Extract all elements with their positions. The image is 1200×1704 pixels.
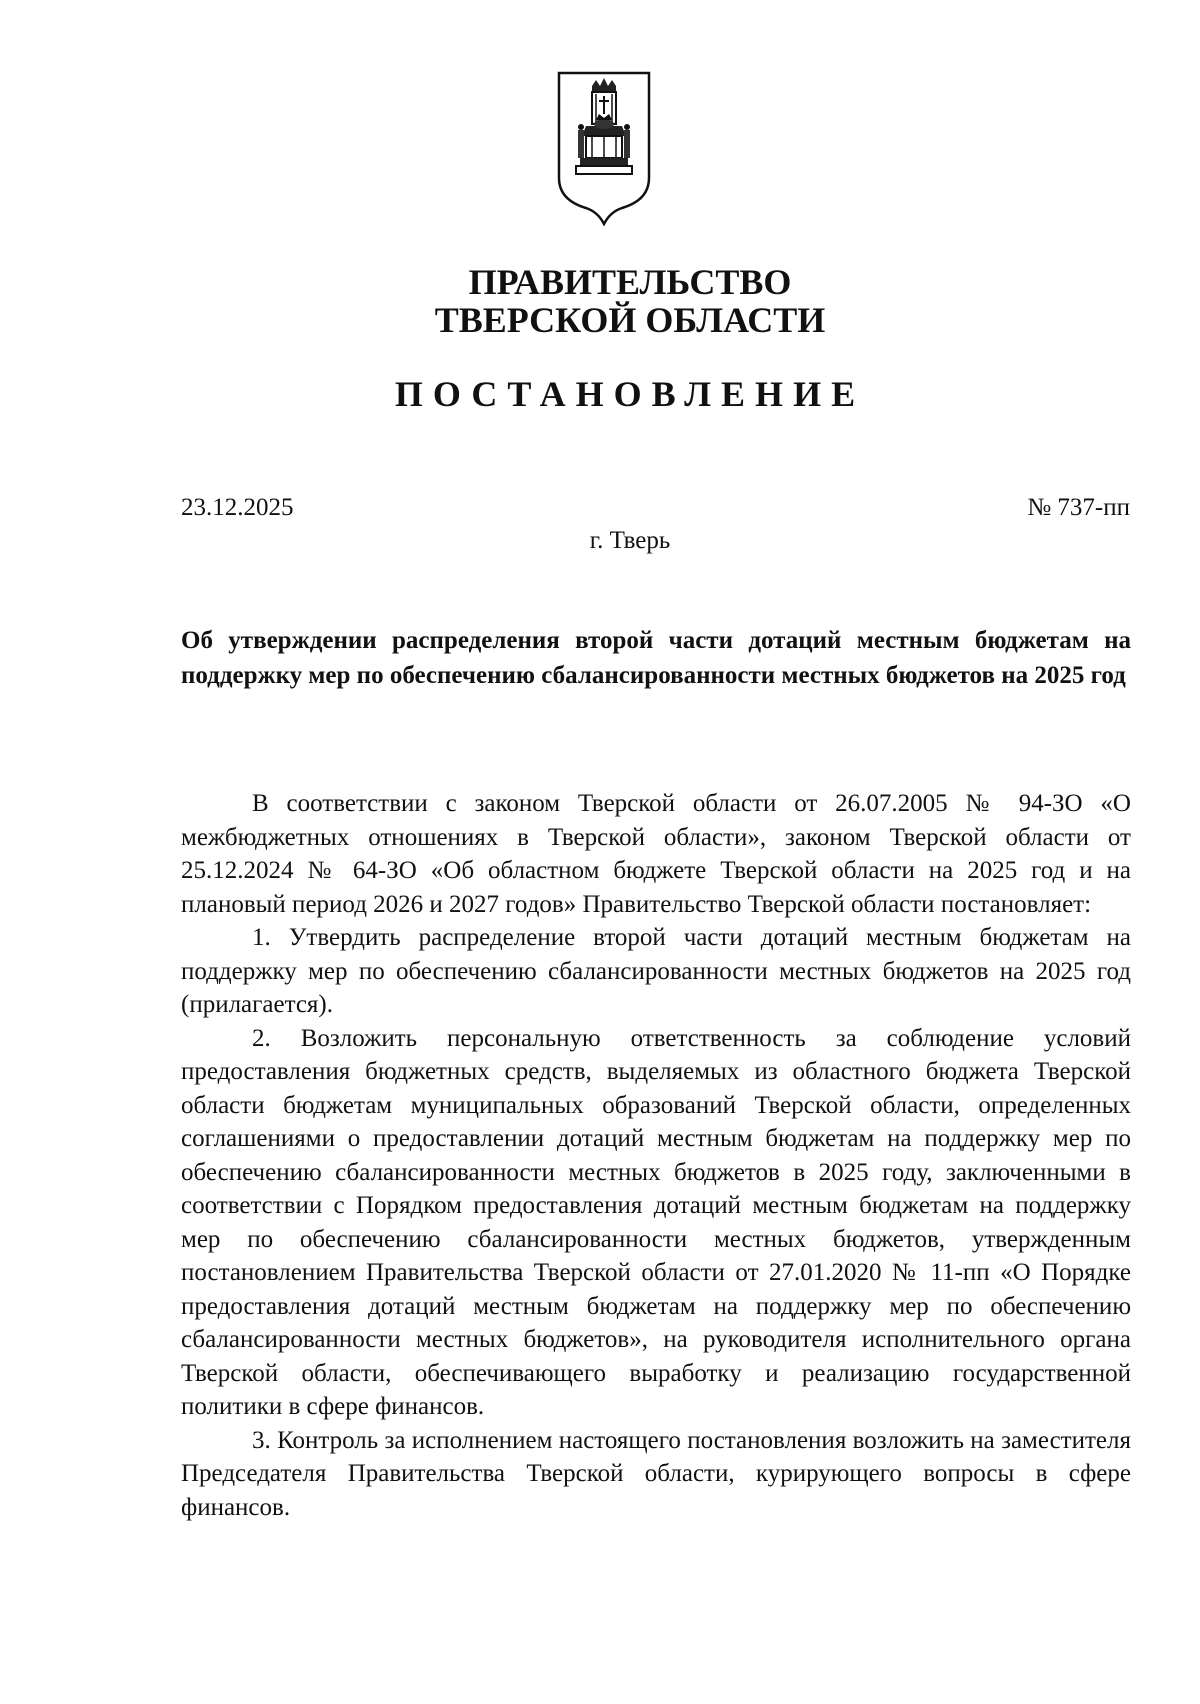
document-city: г. Тверь — [589, 527, 671, 554]
document-title: Об утверждении распределения второй части дотаций местным бюджетам на поддержку мер по обеспечению сбалансированности местных бюджетов на 2025 год — [181, 627, 1131, 689]
clause-1: 1. Утвердить распределение второй части дотаций местным бюджетам на поддержку мер по обеспечению сбалансированности местных бюджетов на 2025 год (прилагается). — [181, 924, 1131, 1018]
document-type-heading: ПОСТАНОВЛЕНИЕ — [394, 374, 866, 414]
clause-2: 2. Возложить персональную ответственность за соблюдение условий предоставления бюджетных средств, выделяемых из областного бюджета Тверской области бюджетам муниципальных образований Тверской области, определенных соглашениями о предоставлении дотаций местным бюджетам на поддержку мер по обеспечению сбалансированности местных бюджетов в 2025 году, заключенными в соответствии с Порядком предоставления дотаций местным бюджетам на поддержку мер по обеспечению сбалансированности местных бюджетов, утвержденным постановлением Правительства Тверской области от 27.01.2020 № 11-пп «О Порядке предоставления дотаций местным бюджетам на поддержку мер по обеспечению сбалансированности местных бюджетов», на руководителя исполнительного органа Тверской области, обеспечивающего выработку и реализацию государственной политики в сфере финансов. — [181, 1024, 1131, 1420]
document-body — [181, 787, 1131, 1524]
document-date: 23.12.2025 — [181, 494, 294, 521]
coat-of-arms-icon — [556, 70, 652, 226]
clause-3: 3. Контроль за исполнением настоящего постановления возложить на заместителя Председателя Правительства Тверской области, курирующего вопросы в сфере финансов. — [181, 1426, 1131, 1521]
organization-name-line2: ТВЕРСКОЙ ОБЛАСТИ — [434, 300, 826, 340]
preamble-paragraph: В соответствии с законом Тверской области от 26.07.2005 № 94-ЗО «О межбюджетных отношениях в Тверской области», законом Тверской области от 25.12.2024 № 64-ЗО «Об областном бюджете Тверской области на 2025 год и на плановый период 2026 и 2027 годов» Правительство Тверской области постановляет: — [181, 790, 1131, 918]
organization-name-line1: ПРАВИТЕЛЬСТВО — [468, 262, 792, 302]
document-number: № 737-пп — [1027, 494, 1130, 521]
